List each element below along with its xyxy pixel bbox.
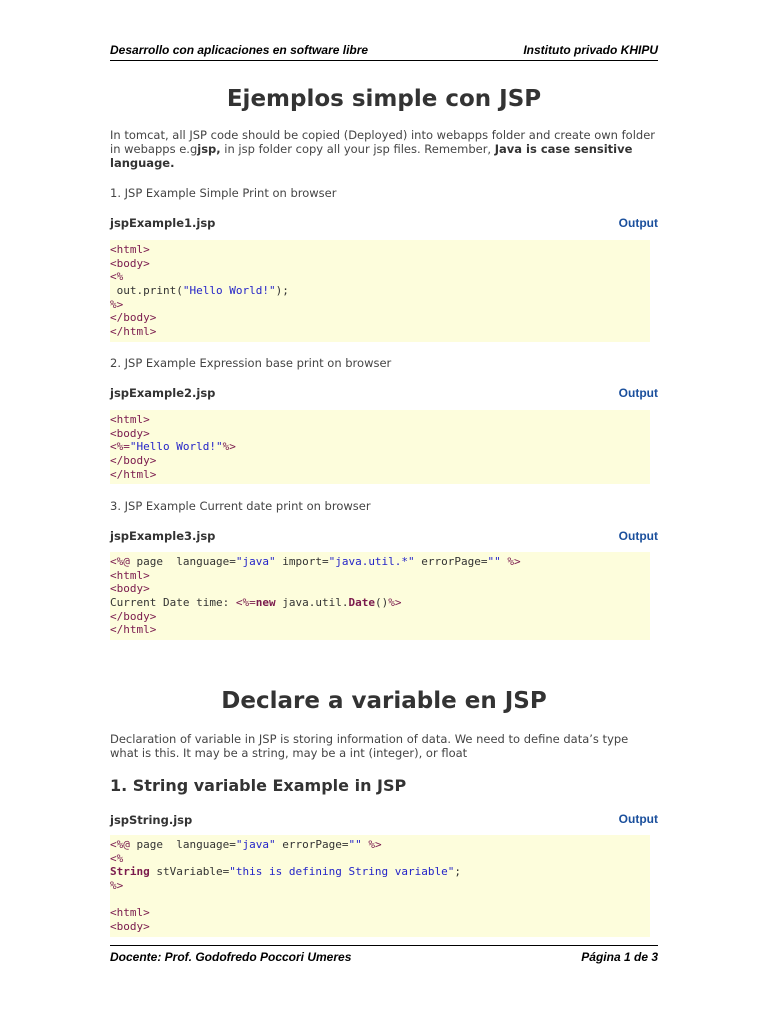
code-line: <body> [110, 256, 150, 270]
code-line: Current Date time: <%=new java.util.Date()%> [110, 596, 402, 610]
code-line: <body> [110, 920, 150, 934]
example-filename-3: jspExample3.jsp [110, 529, 216, 543]
code-line: <% [110, 270, 124, 284]
example-caption-1: 1. JSP Example Simple Print on browser [110, 186, 337, 200]
code-block-4 [110, 835, 650, 937]
header-course-title: Desarrollo con aplicaciones en software libre [110, 43, 369, 57]
footer-teacher: Docente: Prof. Godofredo Poccori Umeres [110, 950, 352, 964]
intro-text-d: Java is case sensitive language. [110, 142, 633, 170]
declare-intro-paragraph: Declaration of variable in JSP is storing information of data. We need to define data’s type what is this. It may be a string, may be a int (integer), or float [110, 732, 629, 760]
code-block-2 [110, 410, 650, 484]
code-line: <body> [110, 426, 150, 440]
code-line-blank [110, 893, 650, 907]
code-line: <html> [110, 243, 150, 256]
code-line: <%@ page language="java" import="java.util.*" errorPage="" %> [110, 555, 521, 568]
code-line: <% [110, 851, 124, 865]
code-line: </html> [110, 325, 157, 339]
intro-text-c: in jsp folder copy all your jsp files. Remember, [220, 142, 495, 156]
example-filename-2: jspExample2.jsp [110, 386, 216, 400]
example-filename-1: jspExample1.jsp [110, 216, 216, 230]
intro-paragraph [110, 128, 658, 170]
code-line: <%@ page language="java" errorPage="" %> [110, 838, 382, 851]
header-institution: Instituto privado KHIPU [523, 43, 658, 57]
output-link-1[interactable]: Output [618, 216, 658, 230]
code-line: </html> [110, 467, 157, 481]
code-line: </body> [110, 454, 157, 468]
code-line: </html> [110, 623, 157, 637]
code-line: %> [110, 297, 124, 311]
code-line: <html> [110, 568, 150, 582]
intro-text-b: jsp, [197, 142, 221, 156]
code-line: %> [110, 879, 124, 893]
intro-text-a: In tomcat, all JSP code should be copied (Deployed) into webapps folder and create own folder in webapps e.g [110, 128, 655, 156]
code-line: </body> [110, 609, 157, 623]
subsection-title-string: 1. String variable Example in JSP [110, 776, 407, 795]
code-line: <html> [110, 906, 150, 920]
output-link-2[interactable]: Output [618, 386, 658, 400]
code-block-3 [110, 552, 650, 640]
footer-page-number: Página 1 de 3 [581, 950, 658, 964]
code-line: </body> [110, 311, 157, 325]
example-filename-4: jspString.jsp [110, 813, 193, 827]
code-block-1 [110, 240, 650, 342]
output-link-3[interactable]: Output [618, 529, 658, 543]
page-footer [110, 945, 658, 968]
code-line: <body> [110, 582, 150, 596]
code-line: out.print("Hello World!"); [110, 284, 289, 298]
page-header [110, 42, 658, 61]
output-link-4[interactable]: Output [618, 812, 658, 826]
code-line: String stVariable="this is defining String variable"; [110, 865, 462, 879]
example-caption-2: 2. JSP Example Expression base print on browser [110, 356, 392, 370]
section-title-examples: Ejemplos simple con JSP [226, 86, 542, 112]
code-line: <html> [110, 413, 150, 426]
example-caption-3: 3. JSP Example Current date print on browser [110, 499, 371, 513]
section-title-declare: Declare a variable en JSP [221, 688, 547, 714]
code-line: <%="Hello World!"%> [110, 440, 236, 454]
